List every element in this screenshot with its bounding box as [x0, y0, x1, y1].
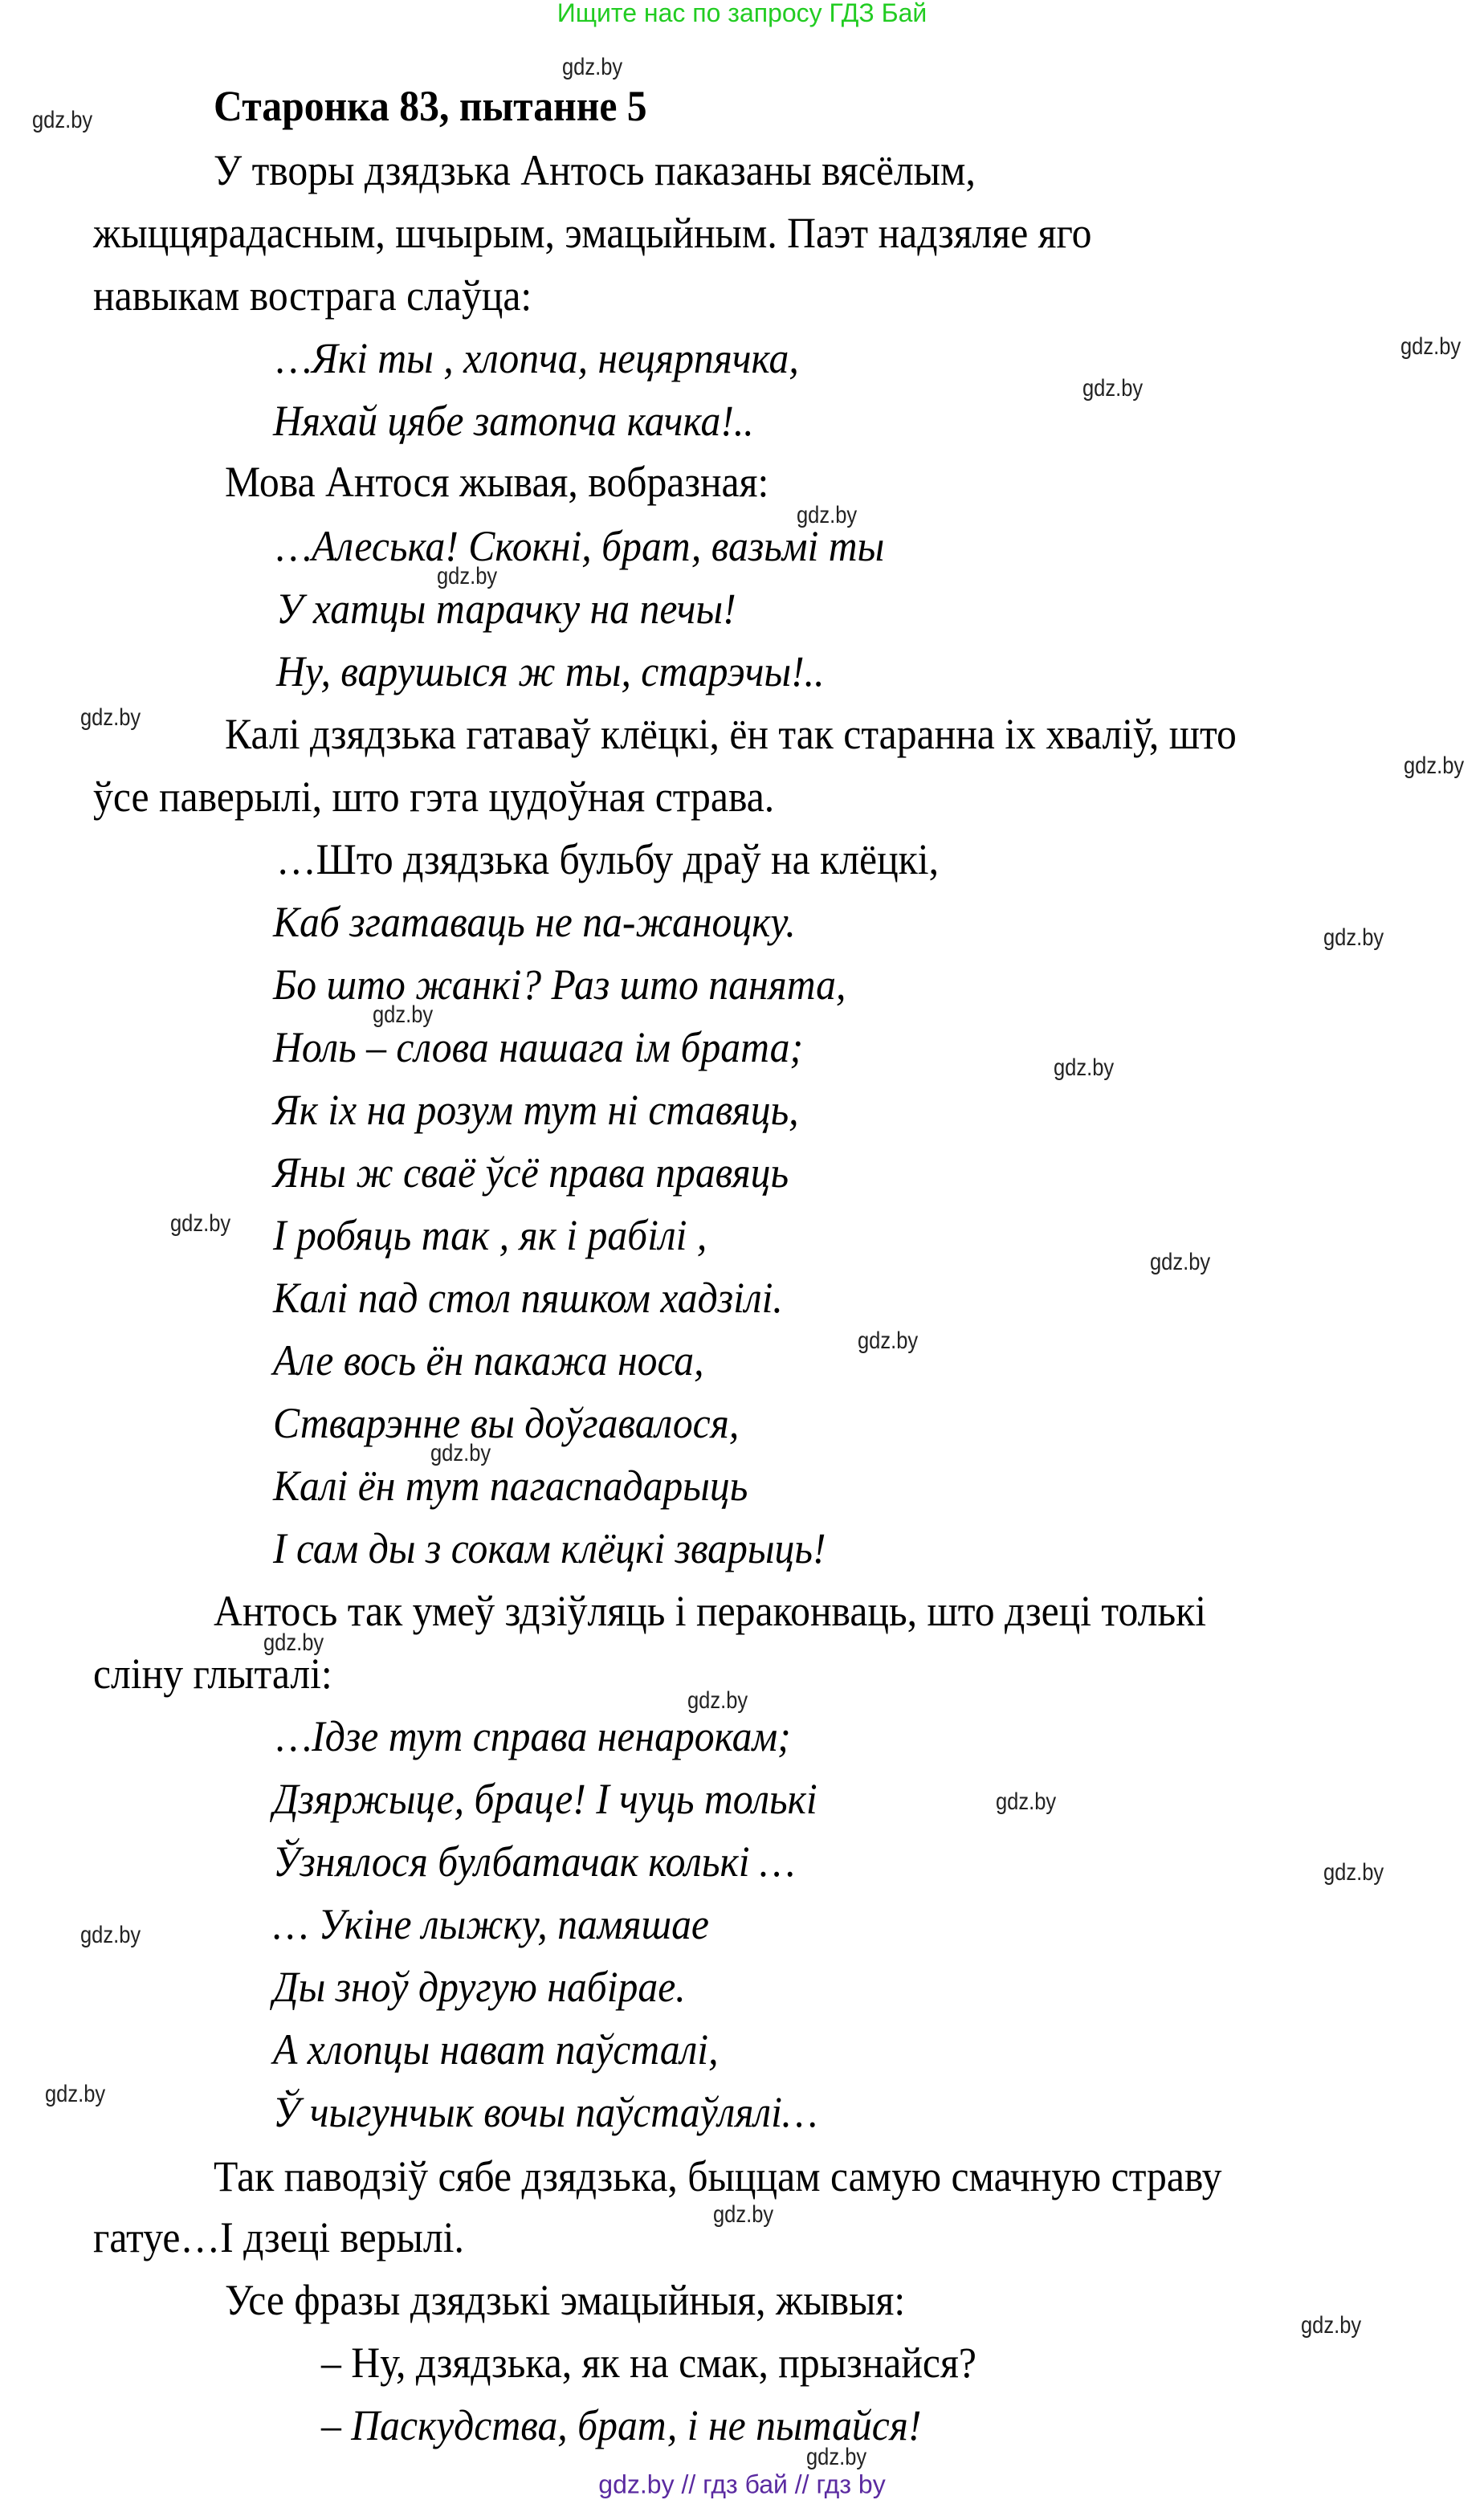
text-line: Стварэнне вы доўгавалося,	[273, 1399, 740, 1447]
text-line: І робяць так , як і рабілі ,	[273, 1211, 707, 1259]
text-line: гатуе…І дзеці верылі.	[93, 2213, 464, 2261]
watermark: gdz.by	[1400, 333, 1462, 360]
text-line: У хатцы тарачку на печы!	[276, 585, 736, 633]
text-line: Але вось ён пакажа носа,	[273, 1336, 704, 1385]
text-line: Каб згатаваць не па-жаноцку.	[273, 898, 796, 946]
text-line: …Які ты , хлопча, нецярпячка,	[276, 334, 799, 382]
text-line: Ў чыгунчык вочы паўстаўлялі…	[273, 2088, 818, 2136]
watermark: gdz.by	[996, 1788, 1057, 1815]
watermark: gdz.by	[713, 2201, 774, 2228]
watermark: gdz.by	[1082, 375, 1144, 402]
watermark: gdz.by	[45, 2081, 106, 2107]
text-line: сліну глыталі:	[93, 1650, 332, 1698]
watermark: gdz.by	[170, 1210, 231, 1237]
watermark: gdz.by	[263, 1629, 324, 1656]
text-line: …Алеська! Скокні, брат, вазьмі ты	[276, 522, 885, 570]
text-line: Бо што жанкі? Раз што панята,	[273, 960, 846, 1009]
watermark: gdz.by	[437, 563, 498, 589]
watermark: gdz.by	[806, 2444, 867, 2470]
text-line: …Ідзе тут справа ненарокам;	[276, 1712, 791, 1760]
text-line: – Паскудства, брат, і не пытайся!	[321, 2401, 922, 2449]
footer-links: gdz.by // гдз бай // гдз by	[598, 2469, 886, 2499]
watermark: gdz.by	[562, 54, 623, 80]
watermark: gdz.by	[1150, 1249, 1211, 1275]
text-line: Дзяржыце, браце! І чуць толькі	[273, 1775, 817, 1823]
text-line: Мова Антося жывая, вобразная:	[225, 458, 769, 506]
text-line: Калі дзядзька гатаваў клёцкі, ён так старанна іх хваліў, што	[225, 710, 1237, 758]
watermark: gdz.by	[1054, 1054, 1115, 1081]
page-title: Старонка 83, пытанне 5	[214, 82, 647, 130]
text-line: – Ну, дзядзька, як на смак, прызнайся?	[321, 2339, 976, 2387]
text-line: Ды зноў другую набірае.	[273, 1963, 686, 2011]
watermark: gdz.by	[797, 502, 858, 528]
text-line: У творы дзядзька Антось паказаны вясёлым,	[214, 146, 976, 194]
text-line: Яны ж сваё ўсё права правяць	[273, 1148, 789, 1197]
watermark: gdz.by	[430, 1440, 491, 1466]
text-line: А хлопцы нават паўсталі,	[273, 2025, 719, 2074]
text-line: …Што дзядзька бульбу драў на клёцкі,	[276, 835, 940, 883]
watermark: gdz.by	[858, 1327, 919, 1354]
watermark: gdz.by	[373, 1001, 434, 1028]
text-line: Усе фразы дзядзькі эмацыйныя, жывыя:	[225, 2276, 906, 2324]
text-line: Як іх на розум тут ні ставяць,	[273, 1086, 799, 1134]
watermark: gdz.by	[1323, 924, 1384, 951]
text-line: навыкам вострага слаўца:	[93, 271, 532, 320]
text-line: Калі ён тут пагаспадарыць	[273, 1462, 748, 1510]
text-line: Няхай цябе затопча качка!..	[273, 397, 754, 445]
search-banner: Ищите нас по запросу ГДЗ Бай	[556, 0, 928, 27]
watermark: gdz.by	[1323, 1859, 1384, 1886]
watermark: gdz.by	[1404, 752, 1465, 779]
watermark: gdz.by	[1301, 2312, 1362, 2339]
text-line: Так паводзіў сябе дзядзька, быццам самую смачную страву	[214, 2152, 1222, 2200]
text-line: жыццярадасным, шчырым, эмацыйным. Паэт надзяляе яго	[93, 209, 1092, 257]
text-line: Ноль – слова нашага ім брата;	[273, 1023, 804, 1071]
text-line: Ўзнялося булбатачак колькі …	[273, 1837, 796, 1886]
watermark: gdz.by	[80, 1922, 141, 1948]
text-line: … Укіне лыжку, памяшае	[273, 1900, 709, 1948]
text-line: І сам ды з сокам клёцкі зварыць!	[273, 1524, 826, 1572]
watermark: gdz.by	[80, 704, 141, 731]
watermark: gdz.by	[687, 1687, 748, 1714]
watermark: gdz.by	[32, 107, 93, 133]
text-line: Ну, варушыся ж ты, старэчы!..	[276, 647, 825, 695]
text-line: Калі пад стол пяшком хадзілі.	[273, 1274, 783, 1322]
text-line: Антось так умеў здзіўляць і пераконваць, што дзеці толькі	[214, 1587, 1207, 1635]
text-line: ўсе паверылі, што гэта цудоўная страва.	[93, 773, 775, 821]
